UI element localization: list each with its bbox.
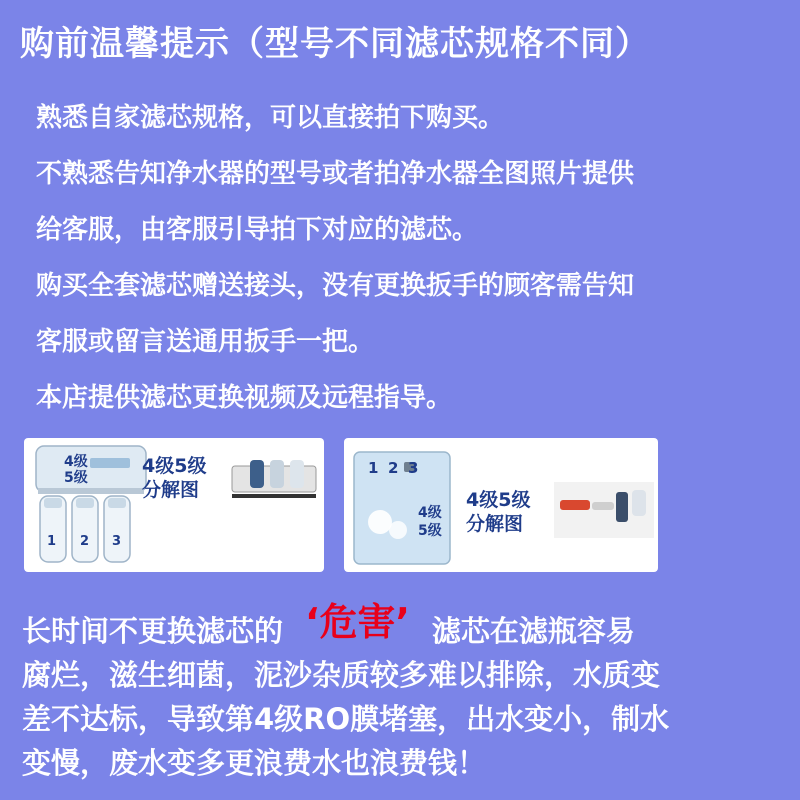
filter-number: 2 (80, 534, 90, 549)
note-line: 给客服，由客服引导拍下对应的滤芯。 (36, 215, 479, 245)
device-number: 3 (408, 459, 419, 477)
product-card-left (24, 438, 324, 572)
device-number: 1 (368, 459, 379, 477)
filter-number: 3 (112, 534, 122, 549)
warning-line: 差不达标，导致第4级RO膜堵塞，出水变小，制水 (22, 702, 670, 736)
note-line: 熟悉自家滤芯规格，可以直接拍下购买。 (36, 103, 505, 133)
warning-line: 变慢，废水变多更浪费水也浪费钱！ (22, 746, 487, 780)
product-card-right (344, 438, 658, 572)
device-label: 4级 (418, 505, 442, 521)
device-number: 2 (388, 459, 399, 477)
note-line: 不熟悉告知净水器的型号或者拍净水器全图照片提供 (36, 159, 635, 189)
warning-line: 腐烂，滋生细菌，泥沙杂质较多难以排除，水质变 (22, 658, 661, 692)
purchase-notes (36, 90, 776, 426)
caption-exploded-view: 4级5级 (142, 455, 207, 477)
caption-exploded-view: 分解图 (466, 513, 524, 535)
device-label: 4级 (64, 454, 88, 470)
caption-exploded-view: 4级5级 (466, 489, 531, 511)
filter-number: 1 (47, 534, 57, 549)
note-line: 本店提供滤芯更换视频及远程指导。 (36, 383, 453, 413)
warning-suffix: 滤芯在滤瓶容易 (431, 614, 635, 648)
warning-prefix: 长时间不更换滤芯的 (22, 614, 284, 648)
note-line: 客服或留言送通用扳手一把。 (36, 327, 375, 357)
note-line: 购买全套滤芯赠送接头，没有更换扳手的顾客需告知 (36, 271, 635, 301)
page-title: 购前温馨提示（型号不同滤芯规格不同） (20, 24, 650, 64)
warning-block (22, 600, 782, 785)
danger-label: ‘危害’ (305, 600, 410, 644)
device-label: 5级 (418, 523, 442, 539)
warning-line (22, 600, 782, 653)
device-label: 5级 (64, 470, 88, 486)
caption-exploded-view: 分解图 (142, 479, 200, 501)
